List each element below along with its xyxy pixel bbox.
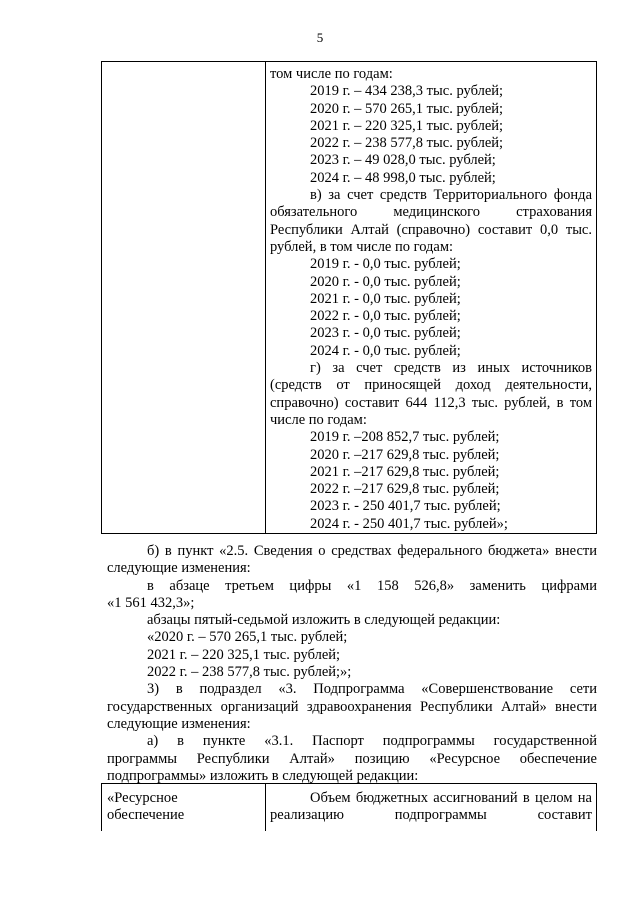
text-line: реализацию подпрограммы составит xyxy=(270,807,592,824)
text-line: числе по годам: xyxy=(270,411,367,428)
text-line: 2023 г. - 0,0 тыс. рублей; xyxy=(310,325,461,342)
text-line: в абзаце третьем цифры «1 158 526,8» заменить цифрами xyxy=(147,577,597,594)
resource-table-continuation xyxy=(101,61,597,534)
text-line: 2022 г. –217 629,8 тыс. рублей; xyxy=(310,481,500,498)
text-line: рублей, в том числе по годам: xyxy=(270,238,454,255)
text-line: а) в пункте «3.1. Паспорт подпрограммы государственной xyxy=(147,733,597,750)
text-line: том числе по годам: xyxy=(270,66,393,82)
text-line: 2021 г. – 220 325,1 тыс. рублей; xyxy=(147,646,341,663)
text-line: (средств от приносящей доход деятельности, xyxy=(270,377,592,394)
text-line: «2020 г. – 570 265,1 тыс. рублей; xyxy=(147,629,348,646)
text-line: 2020 г. - 0,0 тыс. рублей; xyxy=(310,273,461,290)
text-line: абзацы пятый-седьмой изложить в следующей редакции: xyxy=(147,612,501,629)
text-line: 2024 г. – 48 998,0 тыс. рублей; xyxy=(310,169,496,186)
table-left-cell xyxy=(107,790,257,825)
text-line: 2023 г. – 49 028,0 тыс. рублей; xyxy=(310,152,496,169)
text-line: следующие изменения: xyxy=(107,560,251,577)
table-right-cell xyxy=(270,66,592,533)
text-line: государственных организаций здравоохранения Республики Алтай» внести xyxy=(107,698,597,715)
text-line: 2022 г. - 0,0 тыс. рублей; xyxy=(310,308,461,325)
text-line: 2019 г. –208 852,7 тыс. рублей; xyxy=(310,429,500,446)
text-line: следующие изменения: xyxy=(107,715,251,732)
page-number: 5 xyxy=(316,30,324,45)
table-column-divider xyxy=(265,784,266,831)
text-line: 2019 г. - 0,0 тыс. рублей; xyxy=(310,256,461,273)
text-line: 2021 г. –217 629,8 тыс. рублей; xyxy=(310,463,500,480)
text-line: подпрограммы» изложить в следующей редакции: xyxy=(107,767,419,784)
table-right-cell xyxy=(270,790,592,825)
text-line: б) в пункт «2.5. Сведения о средствах федерального бюджета» внести xyxy=(147,543,597,559)
text-line: обеспечение xyxy=(107,807,185,824)
text-line: Объем бюджетных ассигнований в целом на xyxy=(310,790,592,806)
text-line: справочно) составит 644 112,3 тыс. рублей, в том xyxy=(270,394,592,411)
text-line: 2020 г. – 570 265,1 тыс. рублей; xyxy=(310,100,504,117)
text-line: обязательного медицинского страхования xyxy=(270,204,592,221)
text-line: 2019 г. – 434 238,3 тыс. рублей; xyxy=(310,83,504,100)
text-line: 2022 г. – 238 577,8 тыс. рублей;»; xyxy=(147,664,352,681)
text-line: в) за счет средств Территориального фонда xyxy=(310,187,592,204)
text-line: 3) в подраздел «3. Подпрограмма «Совершенствование сети xyxy=(147,681,597,698)
text-line: г) за счет средств из иных источников xyxy=(310,360,592,377)
text-line: «1 561 432,3»; xyxy=(107,594,195,611)
text-line: Республики Алтай (справочно) составит 0,0 тыс. xyxy=(270,221,592,238)
text-line: 2022 г. – 238 577,8 тыс. рублей; xyxy=(310,135,504,152)
text-line: 2024 г. - 250 401,7 тыс. рублей»; xyxy=(310,515,508,532)
text-line: 2021 г. - 0,0 тыс. рублей; xyxy=(310,290,461,307)
text-line: «Ресурсное xyxy=(107,790,178,806)
table-column-divider xyxy=(265,62,266,533)
text-line: 2023 г. - 250 401,7 тыс. рублей; xyxy=(310,498,501,515)
text-line: 2024 г. - 0,0 тыс. рублей; xyxy=(310,342,461,359)
text-line: 2021 г. – 220 325,1 тыс. рублей; xyxy=(310,117,504,134)
text-line: 2020 г. –217 629,8 тыс. рублей; xyxy=(310,446,500,463)
amendment-text xyxy=(107,543,597,785)
resource-table-new xyxy=(101,783,597,831)
text-line: программы Республики Алтай» позицию «Ресурсное обеспечение xyxy=(107,750,597,767)
